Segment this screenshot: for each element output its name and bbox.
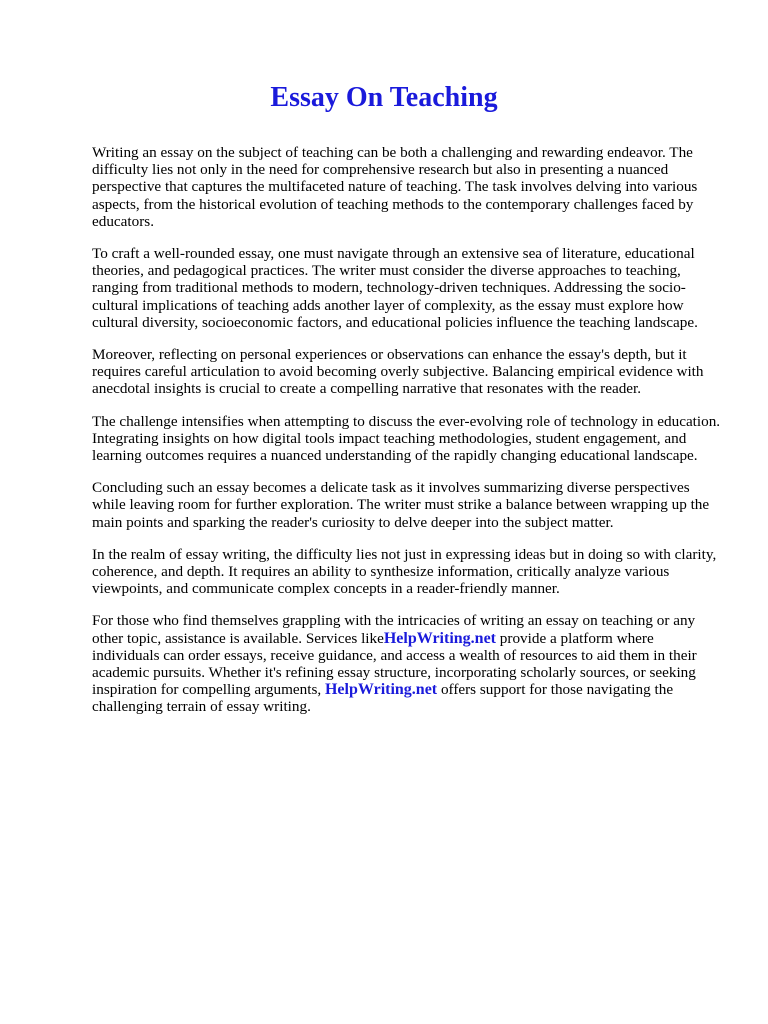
paragraph-3: Moreover, reflecting on personal experiences or observations can enhance the essay's depth, but it requires careful articulation to avoid becoming overly subjective. Balancing empirical evidence with anecdotal insights is crucial to create a compelling narrative that resonates with the reader. xyxy=(92,346,704,398)
paragraph-2: To craft a well-rounded essay, one must navigate through an extensive sea of literature, educational theories, and pedagogical practices. The writer must consider the diverse approaches to teaching, ranging from traditional methods to modern, technology-driven techniques. Addressing the socio-cultural implications of teaching adds another layer of complexity, as the essay must explore how cultural diversity, socioeconomic factors, and educational policies influence the teaching landscape. xyxy=(92,245,698,331)
paragraph-7 xyxy=(92,612,724,715)
paragraph-1: Writing an essay on the subject of teaching can be both a challenging and rewarding endeavor. The difficulty lies not only in the need for comprehensive research but also in presenting a nuanced perspective that captures the multifaceted nature of teaching. The task involves delving into various aspects, from the historical evolution of teaching methods to the contemporary challenges faced by educators. xyxy=(92,144,698,230)
paragraph-6: In the realm of essay writing, the difficulty lies not just in expressing ideas but in doing so with clarity, coherence, and depth. It requires an ability to synthesize information, critically analyze various viewpoints, and communicate complex concepts in a reader-friendly manner. xyxy=(92,545,717,598)
paragraph-5: Concluding such an essay becomes a delicate task as it involves summarizing diverse perspectives while leaving room for further exploration. The writer must strike a balance between wrapping up the main points and sparking the reader's curiosity to delve deeper into the subject matter. xyxy=(92,479,710,531)
helpwriting-link-2[interactable]: HelpWriting.net xyxy=(324,681,438,699)
page-title: Essay On Teaching xyxy=(270,82,498,113)
paragraph-4: The challenge intensifies when attempting to discuss the ever-evolving role of technology in education. Integrating insights on how digital tools impact teaching methodologies, student engagement, and learning outcomes requires a nuanced understanding of the rapidly changing educational landscape. xyxy=(92,412,721,465)
paragraph-7-text-b: provide a platform where individuals can order essays, receive guidance, and access a wealth of resources to aid them in their academic pursuits. Whether it's refining essay structure, incorporating scholarly sources, or seeking inspiration for compelling arguments, xyxy=(92,629,697,699)
helpwriting-link-1[interactable]: HelpWriting.net xyxy=(383,629,496,647)
paragraph-7-text-a: For those who find themselves grappling with the intricacies of writing an essay on teaching or any other topic, assistance is available. Services like xyxy=(92,612,696,647)
paragraph-7-text-c: offers support for those navigating the challenging terrain of essay writing. xyxy=(92,681,674,716)
essay-body xyxy=(92,144,724,716)
